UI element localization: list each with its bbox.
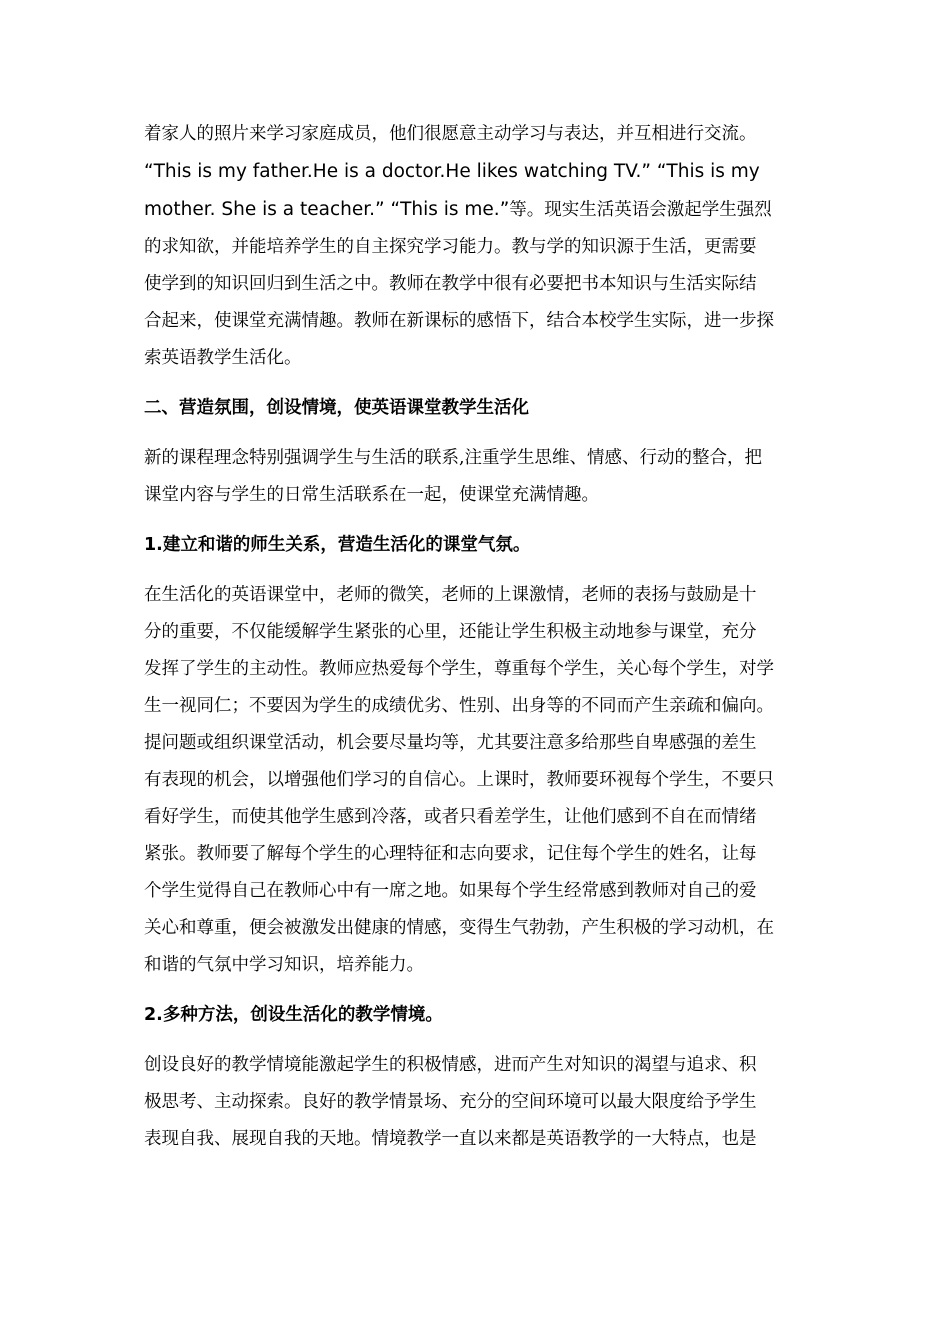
subsection-heading: 1.建立和谐的师生关系，营造生活化的课堂气氛。 bbox=[144, 535, 531, 555]
paragraph-section-2 bbox=[144, 440, 808, 514]
text-line: 着家人的照片来学习家庭成员，他们很愿意主动学习与表达，并互相进行交流。 bbox=[144, 124, 757, 144]
text-line: 看好学生，而使其他学生感到冷落，或者只看差学生，让他们感到不自在而情绪 bbox=[144, 807, 757, 827]
text-line: 课堂内容与学生的日常生活联系在一起，使课堂充满情趣。 bbox=[144, 485, 599, 505]
text-line: 使学到的知识回归到生活之中。教师在教学中很有必要把书本知识与生活实际结 bbox=[144, 274, 757, 294]
text-line: 索英语教学生活化。 bbox=[144, 348, 302, 368]
text-line: “This is my father.He is a doctor.He likes watching TV.” “This is my bbox=[144, 161, 760, 182]
paragraph-section-2-2 bbox=[144, 1047, 808, 1158]
text-line: 极思考、主动探索。良好的教学情景场、充分的空间环境可以最大限度给予学生 bbox=[144, 1092, 757, 1112]
text-line: 发挥了学生的主动性。教师应热爱每个学生，尊重每个学生，关心每个学生，对学 bbox=[144, 659, 774, 679]
text-line: 紧张。教师要了解每个学生的心理特征和志向要求，记住每个学生的姓名，让每 bbox=[144, 844, 757, 864]
text-line: 关心和尊重，便会被激发出健康的情感，变得生气勃勃，产生积极的学习动机，在 bbox=[144, 918, 774, 938]
paragraph-intro bbox=[144, 116, 808, 377]
text-line: 有表现的机会，以增强他们学习的自信心。上课时，教师要环视每个学生，不要只 bbox=[144, 770, 774, 790]
text-line: 个学生觉得自己在教师心中有一席之地。如果每个学生经常感到教师对自己的爱 bbox=[144, 881, 757, 901]
paragraph-section-2-1 bbox=[144, 577, 808, 984]
text-line: 表现自我、展现自我的天地。情境教学一直以来都是英语教学的一大特点，也是 bbox=[144, 1129, 757, 1149]
text-line: 和谐的气氛中学习知识，培养能力。 bbox=[144, 955, 424, 975]
subsection-heading: 2.多种方法，创设生活化的教学情境。 bbox=[144, 1005, 443, 1025]
text-line: mother. She is a teacher.” “This is me.” bbox=[144, 199, 510, 220]
text-line: 生一视同仁；不要因为学生的成绩优劣、性别、出身等的不同而产生亲疏和偏向。 bbox=[144, 696, 774, 716]
text-line: 分的重要，不仅能缓解学生紧张的心里，还能让学生积极主动地参与课堂，充分 bbox=[144, 622, 757, 642]
text-line: 在生活化的英语课堂中，老师的微笑，老师的上课激情，老师的表扬与鼓励是十 bbox=[144, 585, 757, 605]
text-line: 提问题或组织课堂活动，机会要尽量均等，尤其要注意多给那些自卑感强的差生 bbox=[144, 733, 757, 753]
text-line: 合起来，使课堂充满情趣。教师在新课标的感悟下，结合本校学生实际，进一步探 bbox=[144, 311, 774, 331]
text-line: 的求知欲，并能培养学生的自主探究学习能力。教与学的知识源于生活，更需要 bbox=[144, 237, 757, 257]
text-line: 创设良好的教学情境能激起学生的积极情感，进而产生对知识的渴望与追求、积 bbox=[144, 1055, 757, 1075]
text-line: 新的课程理念特别强调学生与生活的联系,注重学生思维、情感、行动的整合，把 bbox=[144, 448, 763, 468]
text-line: 等。现实生活英语会激起学生强烈 bbox=[509, 200, 772, 220]
section-heading: 二、营造氛围，创设情境，使英语课堂教学生活化 bbox=[144, 398, 529, 418]
document-body bbox=[144, 116, 808, 1158]
